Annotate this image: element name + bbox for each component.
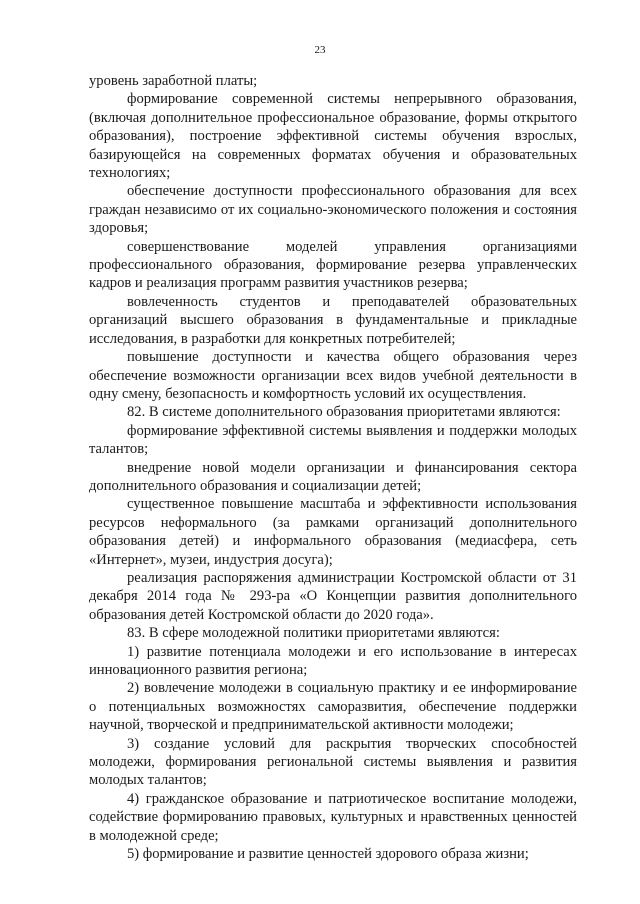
section-heading-82: 82. В системе дополнительного образования приоритетами являются: <box>127 404 561 421</box>
paragraph: обеспечение доступности профессионального образования для всех граждан независимо от их социально-экономического положения и состояния здоровья; <box>89 183 577 237</box>
list-item: 1) развитие потенциала молодежи и его использование в интересах инновационного развития региона; <box>89 643 577 678</box>
list-item: 4) гражданское образование и патриотическое воспитание молодежи, содействие формированию правовых, культурных и нравственных ценностей в молодежной среде; <box>89 790 577 844</box>
paragraph: формирование эффективной системы выявления и поддержки молодых талантов; <box>89 422 577 458</box>
paragraph: вовлеченность студентов и преподавателей образовательных организаций высшего образования в фундаментальные и прикладные исследования, в разработки для конкретных потребителей; <box>89 293 577 347</box>
document-body <box>89 72 577 863</box>
list-item: 2) вовлечение молодежи в социальную практику и ее информирование о потенциальных возможностях саморазвития, обеспечение поддержки научной, творческой и предпринимательской активности молодежи; <box>89 680 577 734</box>
paragraph: внедрение новой модели организации и финансирования сектора дополнительного образования и социализации детей; <box>89 459 577 494</box>
paragraph: существенное повышение масштаба и эффективности использования ресурсов неформального (за рамками организаций дополнительного образования детей) и информального образования (медиасфера, сеть «Интернет», музеи, индустрия досуга); <box>89 496 577 568</box>
paragraph: повышение доступности и качества общего образования через обеспечение возможности организации всех видов учебной деятельности в одну смену, безопасность и комфортность условий их осуществления. <box>89 349 577 402</box>
paragraph: формирование современной системы непрерывного образования, (включая дополнительное профессиональное образование, формы открытого образования), построение эффективной системы обучения взрослых, базирующейся на современных форматах обучения и образовательных технологиях; <box>89 91 577 182</box>
paragraph: уровень заработной платы; <box>89 73 258 89</box>
paragraph: совершенствование моделей управления организациями профессионального образования, формирование резерва управленческих кадров и реализация программ развития участников резерва; <box>89 238 577 292</box>
paragraph: реализация распоряжения администрации Костромской области от 31 декабря 2014 года № 293-ра «О Концепции развития дополнительного образования детей Костромской области до 2020 года». <box>89 569 577 623</box>
page-number: 23 <box>314 44 326 56</box>
section-heading-83: 83. В сфере молодежной политики приоритетами являются: <box>127 625 500 642</box>
list-item: 3) создание условий для раскрытия творческих способностей молодежи, формирования региональной системы выявления и развития молодых талантов; <box>89 735 577 789</box>
list-item: 5) формирование и развитие ценностей здорового образа жизни; <box>127 846 529 863</box>
